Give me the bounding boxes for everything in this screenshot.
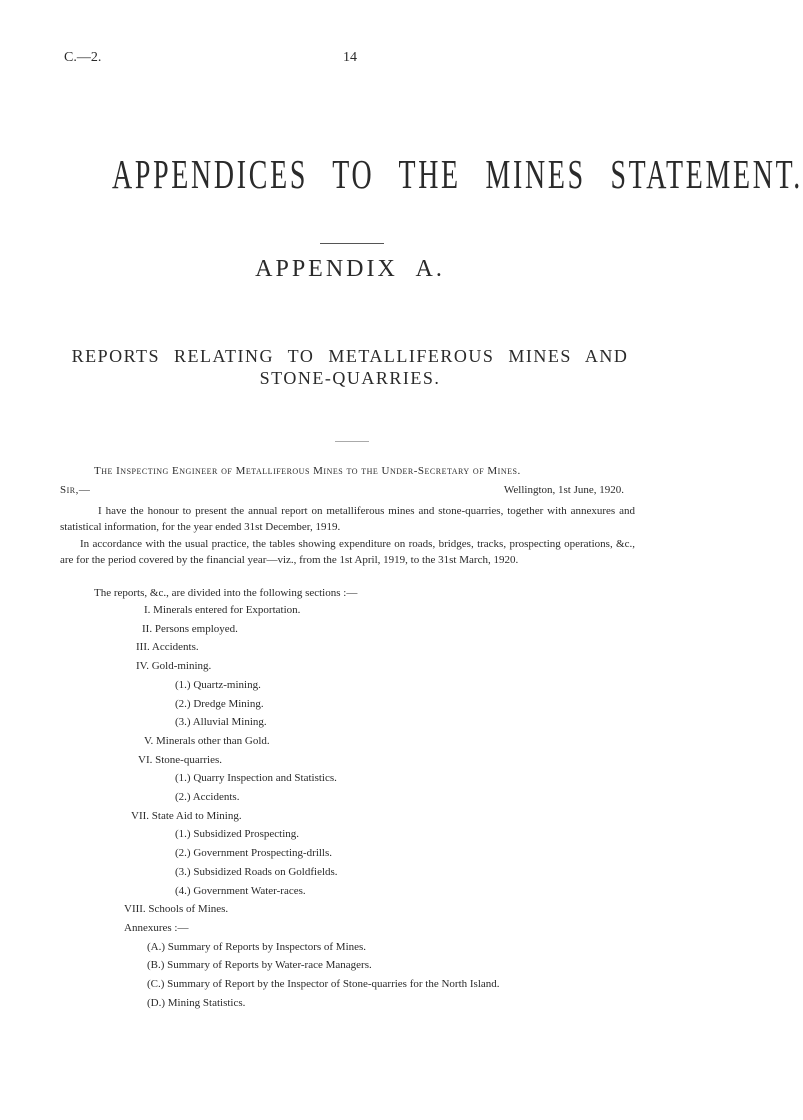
letter-dateline: Wellington, 1st June, 1920.	[503, 484, 624, 496]
section-item: III. Accidents.	[136, 641, 199, 654]
section-item: V. Minerals other than Gold.	[144, 734, 270, 747]
divider-rule	[320, 243, 384, 244]
section-item: II. Persons employed.	[142, 622, 238, 635]
section-item: (1.) Quarry Inspection and Statistics.	[175, 772, 337, 785]
reports-title	[40, 345, 660, 389]
page-number: 14	[343, 50, 357, 65]
section-item: I. Minerals entered for Exportation.	[144, 604, 301, 616]
section-item: VIII. Schools of Mines.	[124, 903, 229, 916]
letter-paragraph: In accordance with the usual practice, the tables showing expenditure on roads, bridges, tracks, prospecting operations, &c., are for the period covered by the financial year—viz., from the 1st April, 1919, to the 31st March, 1920.	[60, 538, 635, 566]
section-item: VII. State Aid to Mining.	[131, 809, 242, 822]
section-item: VI. Stone-quarries.	[138, 753, 223, 766]
letter-salutation: Sir,—	[60, 484, 91, 496]
reports-title-line-2: STONE-QUARRIES.	[259, 368, 441, 388]
section-item: (2.) Accidents.	[175, 791, 240, 803]
letter-address: The Inspecting Engineer of Metalliferous Mines to the Under-Secretary of Mines.	[94, 465, 521, 477]
section-item: (2.) Dredge Mining.	[175, 697, 264, 710]
section-item: (D.) Mining Statistics.	[147, 996, 246, 1009]
section-item: (3.) Subsidized Roads on Goldfields.	[175, 865, 338, 878]
section-item: IV. Gold-mining.	[136, 660, 212, 673]
section-item: (3.) Alluvial Mining.	[175, 716, 267, 729]
letter-paragraph: I have the honour to present the annual report on metalliferous mines and stone-quarries, together with annexures and statistical information, for the year ended 31st December, 1919.	[60, 505, 635, 533]
section-item: (C.) Summary of Report by the Inspector of Stone-quarries for the North Island.	[147, 978, 500, 990]
section-item: Annexures :—	[124, 921, 189, 934]
section-item: (1.) Subsidized Prospecting.	[175, 828, 300, 841]
divider-rule-short	[335, 441, 369, 442]
reports-title-line-1: REPORTS RELATING TO METALLIFEROUS MINES AND	[71, 346, 629, 366]
section-item: (2.) Government Prospecting-drills.	[175, 847, 333, 860]
section-item: (A.) Summary of Reports by Inspectors of Mines.	[147, 940, 367, 953]
section-item: (1.) Quartz-mining.	[175, 678, 261, 691]
page-code: C.—2.	[64, 50, 102, 65]
section-item: (B.) Summary of Reports by Water-race Managers.	[147, 959, 372, 972]
section-item: (4.) Government Water-races.	[175, 884, 306, 897]
appendix-title: APPENDIX A.	[255, 256, 445, 282]
main-title: APPENDICES TO THE MINES STATEMENT.	[112, 151, 803, 197]
letter-paragraph: The reports, &c., are divided into the following sections :—	[94, 587, 358, 599]
